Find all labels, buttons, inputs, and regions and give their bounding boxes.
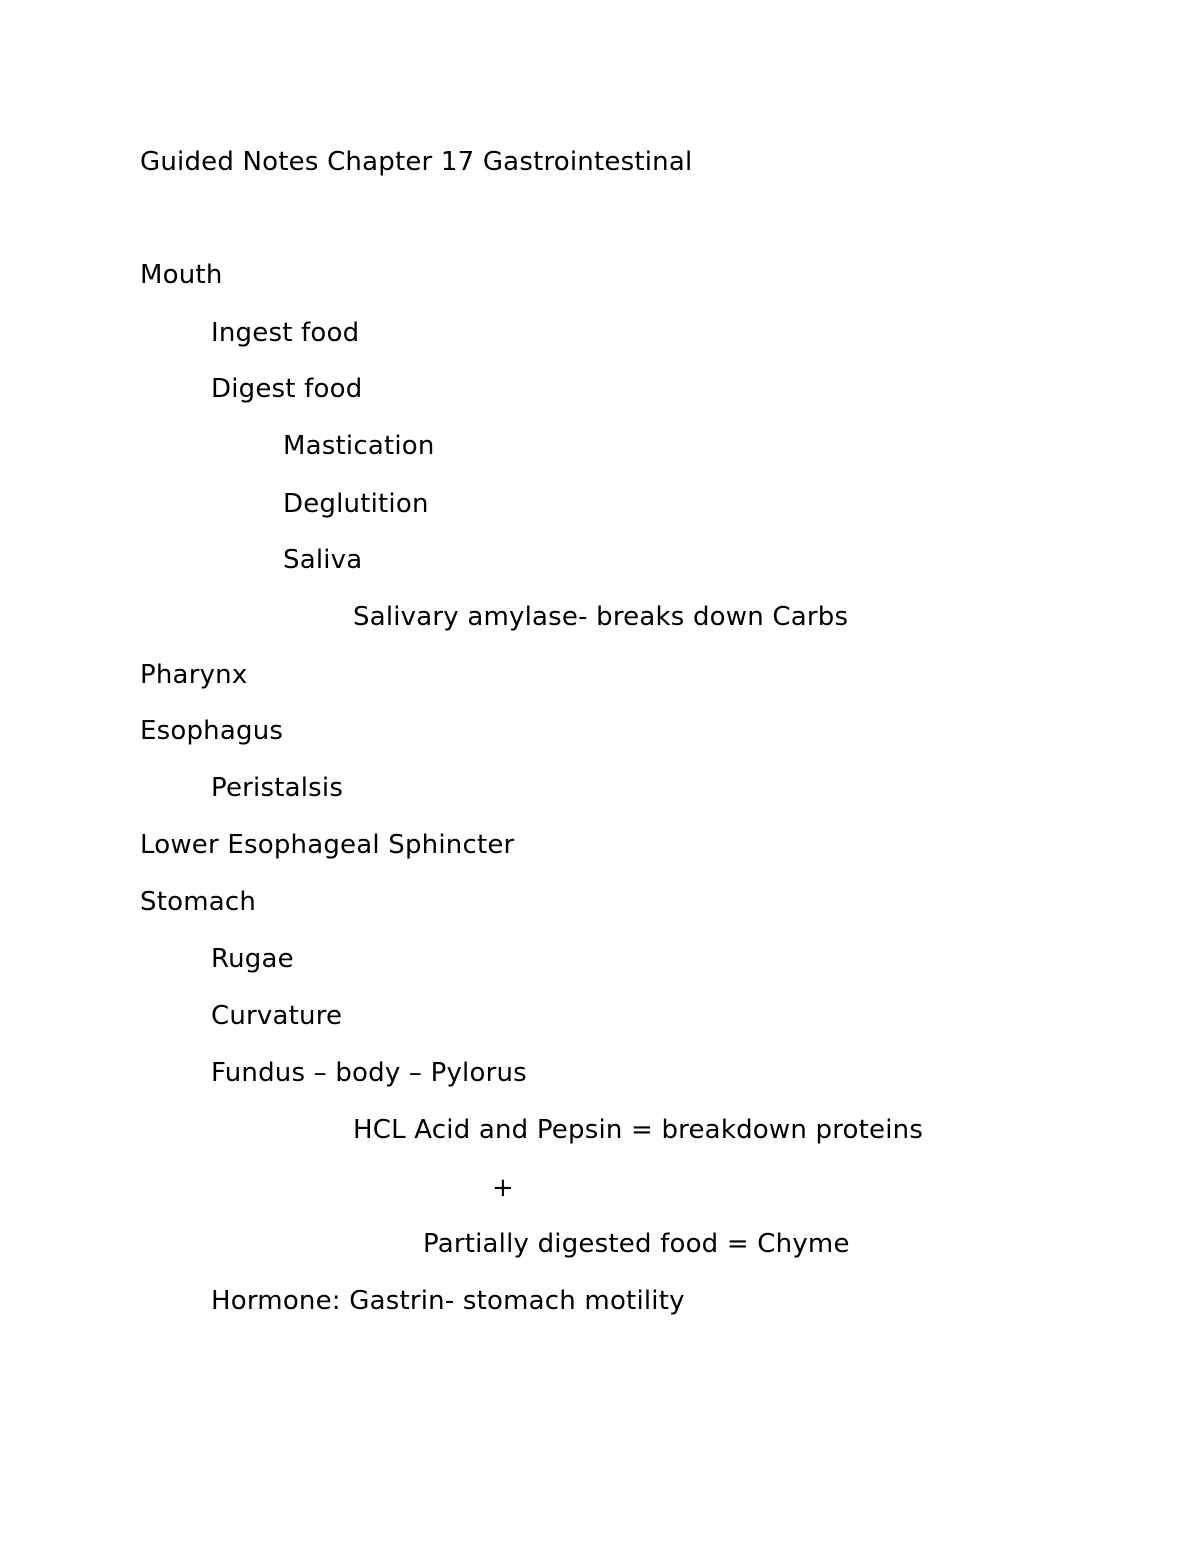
- note-plus-sign: +: [492, 1173, 514, 1203]
- heading-pharynx: Pharynx: [140, 660, 248, 690]
- note-hormone-gastrin: Hormone: Gastrin- stomach motility: [211, 1286, 685, 1316]
- note-digest-food: Digest food: [211, 374, 363, 404]
- note-deglutition: Deglutition: [283, 489, 429, 519]
- note-salivary-amylase: Salivary amylase- breaks down Carbs: [353, 602, 849, 632]
- note-ingest-food: Ingest food: [211, 318, 360, 348]
- note-rugae: Rugae: [211, 944, 294, 974]
- heading-lower-esophageal-sphincter: Lower Esophageal Sphincter: [140, 830, 515, 860]
- note-saliva: Saliva: [283, 545, 363, 575]
- heading-stomach: Stomach: [140, 887, 257, 917]
- note-mastication: Mastication: [283, 431, 435, 461]
- note-hcl-acid-pepsin: HCL Acid and Pepsin = breakdown proteins: [353, 1115, 924, 1145]
- heading-esophagus: Esophagus: [140, 716, 284, 746]
- document-title: Guided Notes Chapter 17 Gastrointestinal: [140, 147, 693, 177]
- note-chyme: Partially digested food = Chyme: [423, 1229, 850, 1259]
- note-fundus-body-pylorus: Fundus – body – Pylorus: [211, 1058, 527, 1088]
- heading-mouth: Mouth: [140, 260, 223, 290]
- note-curvature: Curvature: [211, 1001, 343, 1031]
- note-peristalsis: Peristalsis: [211, 773, 344, 803]
